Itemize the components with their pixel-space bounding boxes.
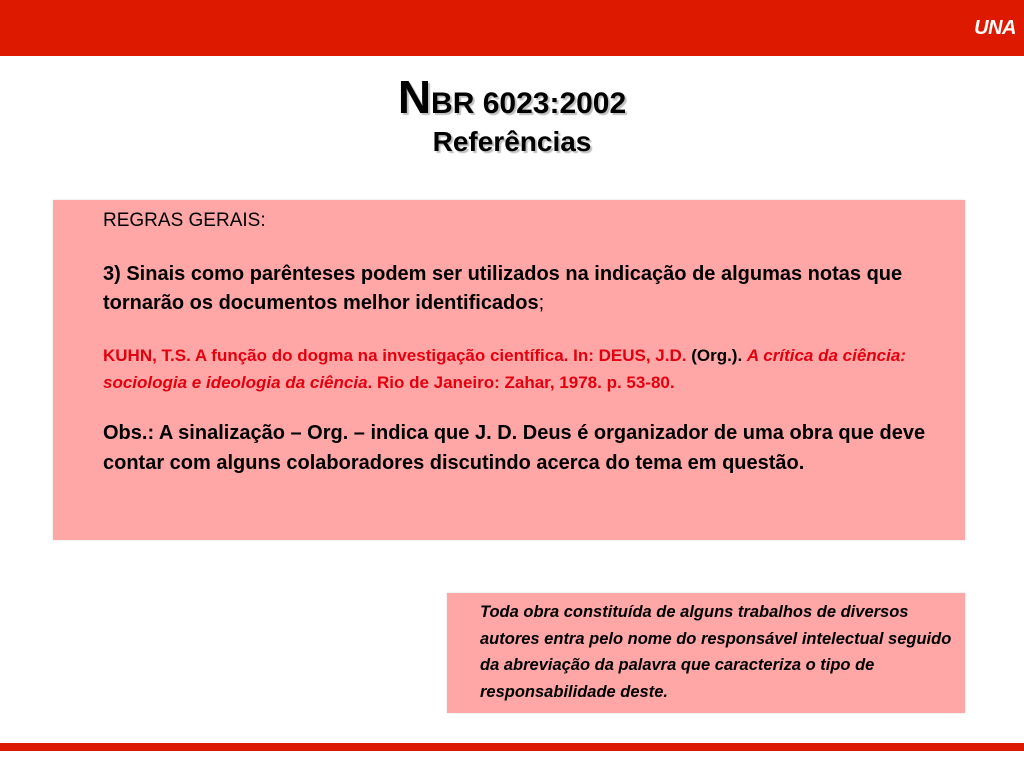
note-text: Toda obra constituída de alguns trabalhos de diversos autores entra pelo nome do responsável intelectual seguido da abreviação da palavra que caracteriza o tipo de responsabilidade deste.	[480, 603, 952, 701]
main-content-box	[53, 200, 965, 540]
rule-end: ;	[538, 292, 545, 314]
title-first-letter: N	[397, 71, 432, 123]
rule-text: 3) Sinais como parênteses podem ser utilizados na indicação de algumas notas que tornarão os documentos melhor identificados	[103, 263, 903, 314]
reference-italic-title: A crítica da ciência: sociologia e ideologia da ciência	[103, 346, 906, 392]
page-subtitle: Referências	[432, 126, 592, 157]
una-logo: UNA	[974, 17, 1016, 39]
header-bar	[0, 0, 1024, 56]
rule-paragraph	[103, 260, 959, 318]
note-box	[447, 593, 965, 713]
main-content	[103, 210, 959, 478]
rules-heading: REGRAS GERAIS:	[103, 210, 266, 231]
page-title	[0, 71, 1024, 123]
observation-paragraph: Obs.: A sinalização – Org. – indica que J. D. Deus é organizador de uma obra que deve contar com alguns colaboradores discutindo acerca do tema em questão.	[103, 422, 926, 474]
footer-bar	[0, 743, 1024, 751]
reference-part1: KUHN, T.S. A função do dogma na investigação científica. In: DEUS, J.D.	[103, 346, 687, 365]
title-rest: BR 6023:2002	[431, 87, 627, 120]
reference-example	[103, 342, 959, 396]
reference-part2: . Rio de Janeiro: Zahar, 1978. p. 53-80.	[367, 373, 675, 392]
reference-org: (Org.).	[691, 346, 743, 365]
title-block	[0, 71, 1024, 158]
